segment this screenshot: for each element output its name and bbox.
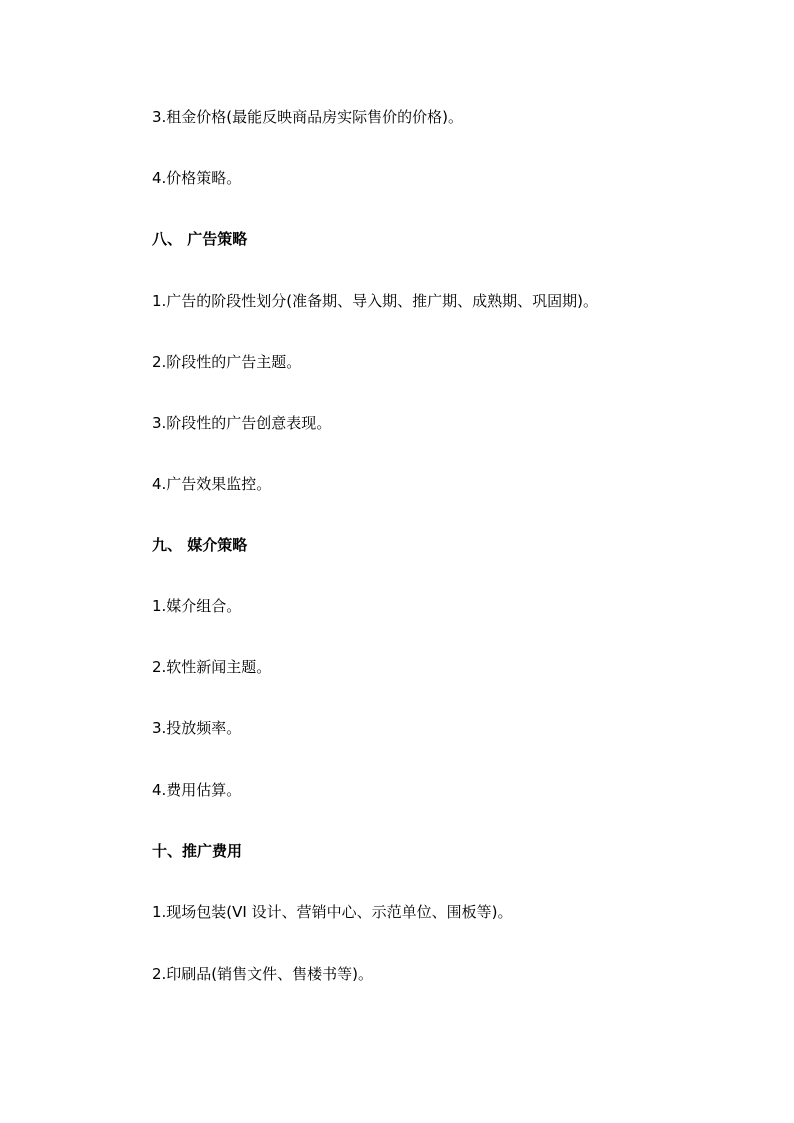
item-ad-stages: 1.广告的阶段性划分(准备期、导入期、推广期、成熟期、巩固期)。 (152, 292, 599, 310)
item-cost-estimate: 4.费用估算。 (152, 781, 242, 799)
item-ad-monitoring: 4.广告效果监控。 (152, 475, 272, 493)
item-printed-materials: 2.印刷品(销售文件、售楼书等)。 (152, 965, 374, 983)
section-heading-promotion-cost: 十、推广费用 (152, 842, 243, 860)
item-ad-themes: 2.阶段性的广告主题。 (152, 353, 302, 371)
item-frequency: 3.投放频率。 (152, 719, 242, 737)
item-site-packaging: 1.现场包装(VI 设计、营销中心、示范单位、围板等)。 (152, 903, 513, 921)
item-soft-news: 2.软性新闻主题。 (152, 658, 272, 676)
item-rent-price: 3.租金价格(最能反映商品房实际售价的价格)。 (152, 108, 464, 126)
section-heading-media-strategy: 九、 媒介策略 (152, 536, 248, 554)
item-media-mix: 1.媒介组合。 (152, 597, 242, 615)
section-heading-ad-strategy: 八、 广告策略 (152, 230, 248, 248)
item-ad-creative: 3.阶段性的广告创意表现。 (152, 414, 332, 432)
item-price-strategy: 4.价格策略。 (152, 169, 242, 187)
